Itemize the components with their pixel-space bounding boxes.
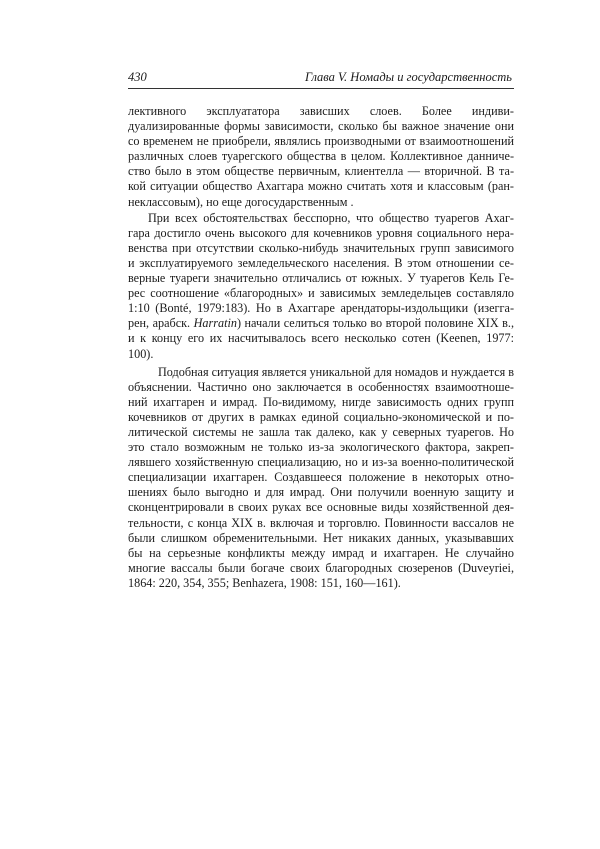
text-line: и эксплуатируемого земледельческого населения. В этом отношении се- <box>128 255 514 270</box>
text-line: венства при отсутствии сколько-нибудь значительных групп зависимого <box>128 240 514 255</box>
chapter-title: Глава V. Номады и государственность <box>305 70 512 84</box>
text-line: лявшего хозяйственную специализацию, но и из-за военно-политической <box>128 455 514 470</box>
text-line: различных слоев туарегского общества в целом. Коллективное данниче- <box>128 149 514 164</box>
term-harratin: Harratin <box>193 316 237 331</box>
paragraph <box>128 104 514 210</box>
text-line: верные туареги значительно отличались от южных. У туарегов Кель Ге- <box>128 271 514 286</box>
text-line: и к концу его их насчитывалось всего несколько сотен (Keenen, 1977: <box>128 331 514 346</box>
text-line: объяснении. Частично оно заключается в особенностях взаимоотноше- <box>128 379 514 394</box>
text-line: кочевников от других в рамках единой социально-экономической и по- <box>128 409 514 424</box>
text-line: лективного эксплуататора зависших слоев. Более индиви- <box>128 104 514 118</box>
text-line: литической системы не зашла так далеко, как у северных туарегов. Но <box>128 424 514 439</box>
text-line: 1864: 220, 354, 355; Benhazera, 1908: 151, 160—161). <box>128 575 401 590</box>
text-line: дуализированные формы зависимости, сколько бы важное значение они <box>128 119 514 134</box>
text-line: бы на серьезные конфликты между имрад и ихаггарен. Не случайно <box>128 545 514 560</box>
text-line: рен, арабск. Harratin) начали селиться только во второй половине XIX в., <box>128 316 514 331</box>
paragraph <box>128 365 514 591</box>
text-line: 100). <box>128 346 154 361</box>
text-line: гара достигло очень высокого для кочевников уровня социального нера- <box>128 225 514 240</box>
text-line: 1:10 (Bonté, 1979:183). Но в Ахаггаре арендаторы-издольщики (изегга- <box>128 301 514 316</box>
text-line: тельности, с конца XIX в. включая и торговлю. Повинности вассалов не <box>128 515 514 530</box>
text-line: сконцентрировали в своих руках все основные виды хозяйственной дея- <box>128 500 514 515</box>
text-line: были слишком обременительными. Нет никаких данных, указывавших <box>128 530 514 545</box>
text-line: многие вассалы были богаче своих благородных сюзеренов (Duveyriei, <box>128 560 514 575</box>
text-line: это стало возможным не только из-за экологического фактора, закреп- <box>128 440 514 455</box>
text-line: ство было в этом обществе первичным, клиентелла — вторичной. В та- <box>128 164 514 179</box>
page-number: 430 <box>128 70 147 84</box>
header-rule <box>128 88 514 89</box>
text-line: Подобная ситуация является уникальной для номадов и нуждается в <box>158 364 515 379</box>
paragraph <box>128 211 514 362</box>
text-line: со временем не приобрели, являлись производными от взаимоотношений <box>128 134 514 149</box>
text-line: специализации ихаггарен. Создавшееся положение в некоторых отно- <box>128 470 514 485</box>
text-line: рес соотношение «благородных» и зависимых земледельцев составляло <box>128 286 514 301</box>
text-line: неклассовым), но еще догосударственным . <box>128 194 354 209</box>
text-line: ний ихаггарен и имрад. По-видимому, нигде зависимость одних групп <box>128 394 514 409</box>
body-text <box>128 104 514 591</box>
text-line: При всех обстоятельствах бесспорно, что общество туарегов Ахаг- <box>148 210 514 225</box>
text-line: кой ситуации общество Ахаггара можно считать хотя и классовым (ран- <box>128 179 514 194</box>
text-line: шениях было выгодно и для имрад. Они получили военную защиту и <box>128 485 514 500</box>
